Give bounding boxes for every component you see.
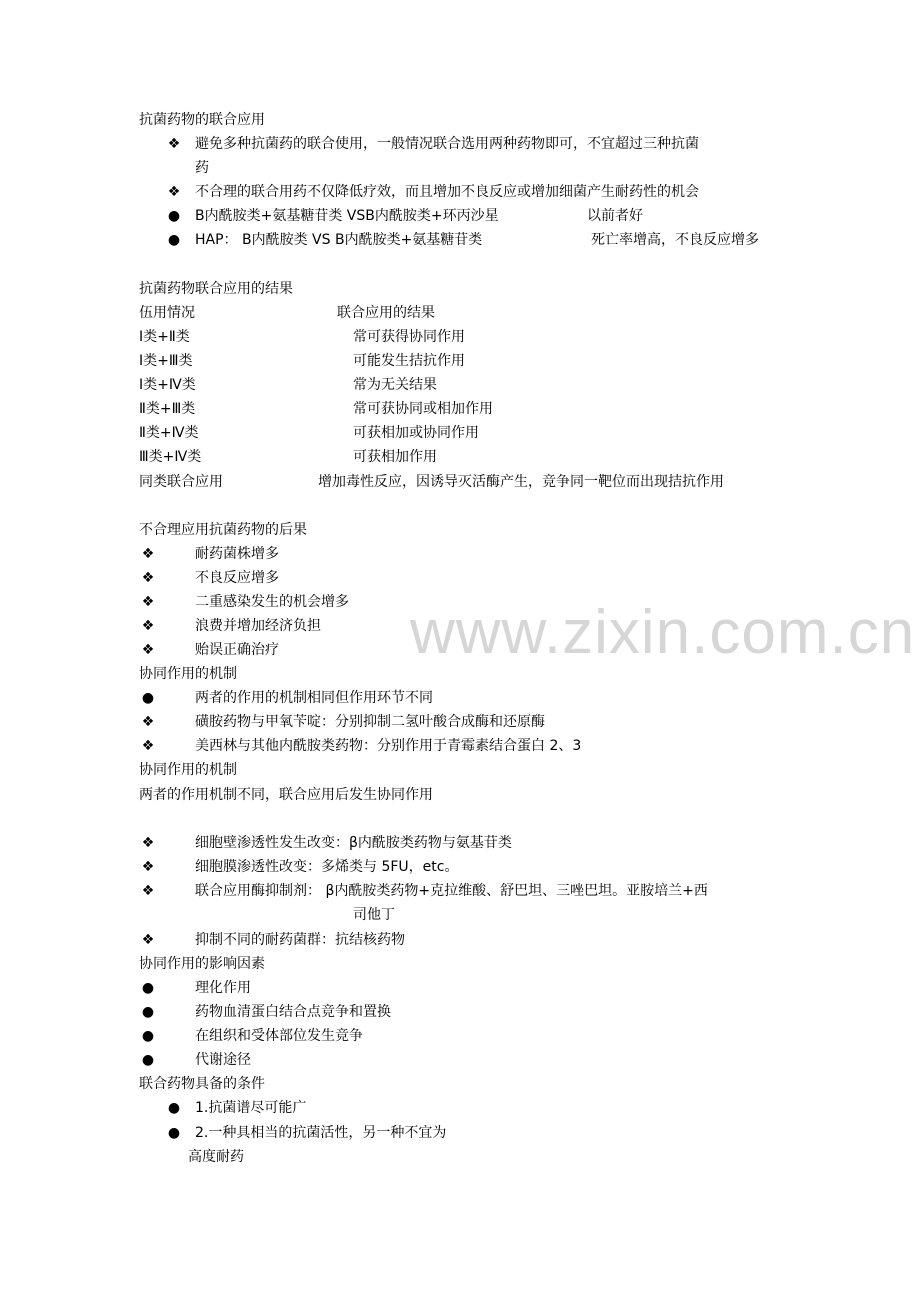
list-item: 磺胺药物与甲氧苄啶：分别抑制二氢叶酸合成酶和还原酶 [195,714,545,730]
table-cell-combo: Ⅲ类+Ⅳ类 [139,449,202,465]
table-cell-result: 可获相加或协同作用 [353,425,479,441]
diamond-bullet-icon: ❖ [141,570,155,586]
list-item: 代谢途径 [195,1052,251,1068]
list-item: 浪费并增加经济负担 [195,618,321,634]
diamond-bullet-icon: ❖ [167,184,181,200]
diamond-bullet-icon: ❖ [141,835,155,851]
table-cell-combo: Ⅰ类+Ⅲ类 [139,353,193,369]
table-cell-result: 可获相加作用 [353,449,437,465]
dot-bullet-icon: ● [141,1028,155,1044]
table-cell-result: 常为无关结果 [353,377,437,393]
diamond-bullet-icon: ❖ [141,618,155,634]
diamond-bullet-icon: ❖ [141,714,155,730]
list-item: 不良反应增多 [195,570,279,586]
diamond-bullet-icon: ❖ [141,883,155,899]
list-item: 耐药菌株增多 [195,546,279,562]
table-cell-combo: 同类联合应用 [139,474,223,490]
table-cell-result: 增加毒性反应，因诱导灭活酶产生，竞争同一靶位而出现拮抗作用 [318,474,724,490]
section-title: 联合药物具备的条件 [139,1076,265,1092]
diamond-bullet-icon: ❖ [141,642,155,658]
list-item: B内酰胺类+氨基糖苷类 VSB内酰胺类+环丙沙星 [195,208,499,224]
list-item-continuation: 司他丁 [353,907,395,923]
list-item: 药物血清蛋白结合点竞争和置换 [195,1004,391,1020]
table-cell-combo: Ⅰ类+Ⅱ类 [139,329,190,345]
section-title: 协同作用的机制 [139,762,237,778]
watermark: www.zixin.com.cn [410,598,916,667]
list-item: 1.抗菌谱尽可能广 [195,1100,307,1116]
list-item: 在组织和受体部位发生竞争 [195,1028,363,1044]
list-item-note: 以前者好 [587,208,643,224]
diamond-bullet-icon: ❖ [141,738,155,754]
list-item: 美西林与其他内酰胺类药物：分别作用于青霉素结合蛋白 2、3 [195,738,582,754]
dot-bullet-icon: ● [167,208,181,224]
list-item: 细胞壁渗透性发生改变：β内酰胺类药物与氨基苷类 [195,835,512,851]
dot-bullet-icon: ● [167,1125,181,1141]
diamond-bullet-icon: ❖ [141,859,155,875]
table-cell-combo: Ⅱ类+Ⅲ类 [139,401,196,417]
list-item: 二重感染发生的机会增多 [195,594,349,610]
diamond-bullet-icon: ❖ [167,136,181,152]
section-title: 抗菌药物的联合应用 [139,112,265,128]
list-item-continuation: 药 [195,160,209,176]
list-item: 2.一种具相当的抗菌活性，另一种不宜为 [195,1125,447,1141]
diamond-bullet-icon: ❖ [141,594,155,610]
section-title: 协同作用的机制 [139,666,237,682]
list-item: 不合理的联合用药不仅降低疗效，而且增加不良反应或增加细菌产生耐药性的机会 [195,184,699,200]
diamond-bullet-icon: ❖ [141,546,155,562]
dot-bullet-icon: ● [141,1004,155,1020]
dot-bullet-icon: ● [141,980,155,996]
table-cell-result: 常可获协同或相加作用 [353,401,493,417]
table-cell-result: 常可获得协同作用 [353,329,465,345]
list-item: 避免多种抗菌药的联合使用，一般情况联合选用两种药物即可，不宜超过三种抗菌 [195,136,699,152]
list-item: 两者的作用的机制相同但作用环节不同 [195,690,433,706]
section-title: 抗菌药物联合应用的结果 [139,281,293,297]
section-title: 不合理应用抗菌药物的后果 [139,522,307,538]
list-item: 理化作用 [195,980,251,996]
section-title: 协同作用的影响因素 [139,956,265,972]
dot-bullet-icon: ● [141,1052,155,1068]
list-item-note: 死亡率增高，不良反应增多 [591,232,759,248]
list-item: HAP： B内酰胺类 VS B内酰胺类+氨基糖苷类 [195,232,483,248]
dot-bullet-icon: ● [141,690,155,706]
list-item: 联合应用酶抑制剂： β内酰胺类药物+克拉维酸、舒巴坦、三唑巴坦。亚胺培兰+西 [195,883,708,899]
table-cell-combo: Ⅱ类+Ⅳ类 [139,425,199,441]
list-item: 细胞膜渗透性改变：多烯类与 5FU，etc。 [195,859,459,875]
table-header-result: 联合应用的结果 [337,305,435,321]
dot-bullet-icon: ● [167,1100,181,1116]
diamond-bullet-icon: ❖ [141,932,155,948]
list-item: 贻误正确治疗 [195,642,279,658]
section-intro: 两者的作用机制不同，联合应用后发生协同作用 [139,787,433,803]
dot-bullet-icon: ● [167,232,181,248]
table-header-combo: 伍用情况 [139,305,195,321]
table-cell-combo: Ⅰ类+Ⅳ类 [139,377,196,393]
list-item-continuation: 高度耐药 [188,1149,244,1165]
table-cell-result: 可能发生拮抗作用 [353,353,465,369]
list-item: 抑制不同的耐药菌群：抗结核药物 [195,932,405,948]
